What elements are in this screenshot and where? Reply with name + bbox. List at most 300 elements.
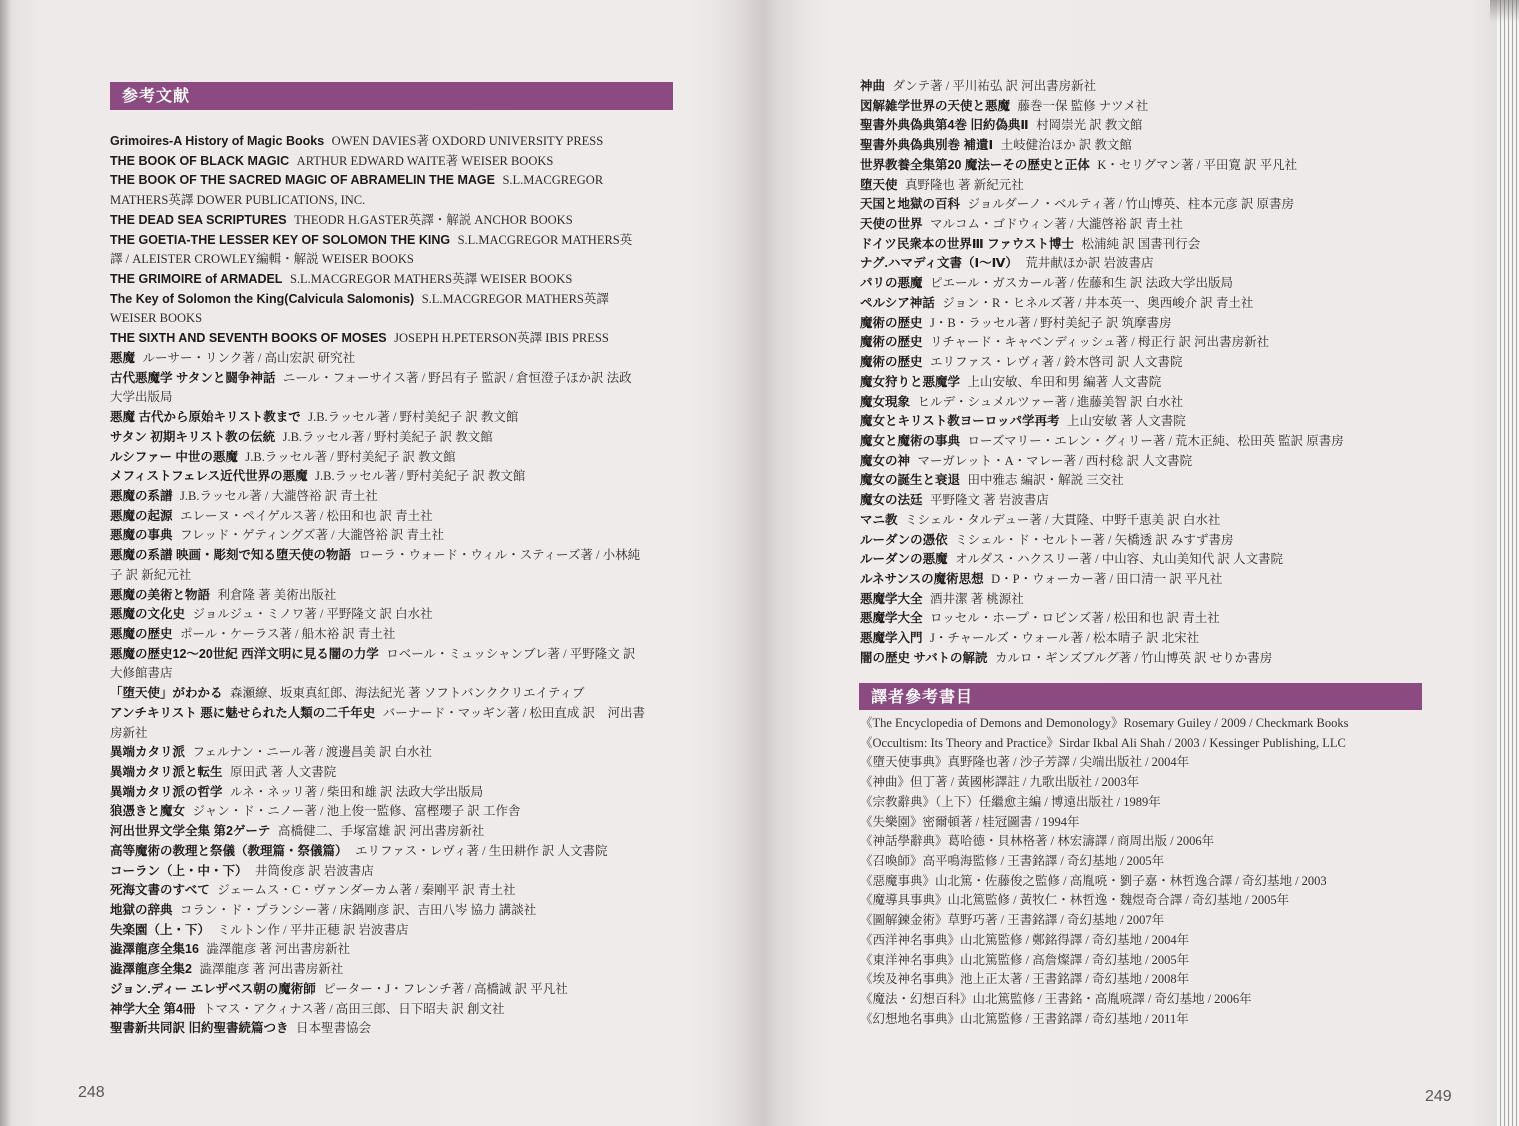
- entry-line: [110, 231, 680, 251]
- book-citation: 《魔導具事典》山北篤監修 / 黃牧仁・林哲逸・魏煜奇合譯 / 奇幻基地 / 2005年: [860, 893, 1290, 908]
- reference-entry: [110, 211, 680, 231]
- reference-entry: [860, 195, 1425, 215]
- book-title: 悪魔 古代から原始キリスト教まで: [110, 410, 301, 425]
- book-citation: 《西洋神名事典》山北篤監修 / 鄭銘得譯 / 奇幻基地 / 2004年: [860, 932, 1190, 947]
- entry-line: [860, 714, 1425, 734]
- book-citation: 《埃及神名事典》池上正太著 / 王書銘譯 / 奇幻基地 / 2008年: [860, 972, 1190, 987]
- book-citation: 《召喚師》高平鳴海監修 / 王書銘譯 / 奇幻基地 / 2005年: [860, 854, 1165, 869]
- book-details: 松浦純 訳 国書刊行会: [1081, 236, 1201, 251]
- book-details: マルコム・ゴドウィン著 / 大瀧啓裕 訳 青土社: [930, 217, 1183, 232]
- entry-line: [110, 290, 680, 310]
- reference-entry: [110, 862, 680, 882]
- entry-line: [860, 911, 1425, 931]
- book-title: 悪魔の系譜 映画・彫刻で知る堕天使の物語: [110, 548, 351, 563]
- reference-entry: [110, 526, 680, 546]
- book-citation: 《惡魔事典》山北篤・佐藤俊之監修 / 高胤喨・劉子嘉・林哲逸合譯 / 奇幻基地 / 2003: [860, 873, 1327, 888]
- entry-line: [110, 546, 680, 566]
- book-details: 原田武 著 人文書院: [230, 765, 337, 779]
- book-citation: 《神曲》但丁著 / 黃國彬譯註 / 九歌出版社 / 2003年: [860, 775, 1140, 790]
- book-details: ポール・ケーラス著 / 船木裕 訳 青土社: [180, 626, 396, 641]
- book-title: 堕天使: [860, 177, 898, 192]
- book-details: 真野隆也 著 新紀元社: [905, 177, 1024, 192]
- entry-line: [110, 448, 680, 468]
- entry-line: [860, 77, 1425, 97]
- reference-entry: [860, 491, 1425, 511]
- book-details: J.B.ラッセル著 / 野村美紀子 訳 教文館: [308, 410, 519, 425]
- book-details: ミルトン作 / 平井正穂 訳 岩波書店: [217, 922, 409, 937]
- entry-line: [110, 507, 680, 527]
- entry-line: [110, 842, 680, 862]
- entry-line: [860, 629, 1425, 649]
- book-details: ダンテ著 / 平川祐弘 訳 河出書房新社: [892, 79, 1097, 93]
- book-details: ローズマリー・エレン・グィリー著 / 荒木正純、松田英 監訳 原書房: [967, 433, 1344, 448]
- entry-line-continued: [110, 191, 680, 211]
- entry-line: [860, 570, 1425, 590]
- entry-line: [110, 605, 680, 625]
- book-title: 悪魔学大全: [860, 611, 923, 626]
- book-details: カルロ・ギンズブルグ著 / 竹山博英 訳 せりか書房: [994, 650, 1273, 665]
- translator-reference-entry: [860, 931, 1425, 951]
- reference-entry: [860, 156, 1425, 176]
- entry-line: [110, 211, 680, 231]
- translator-reference-entry: [860, 793, 1425, 813]
- page-number: 249: [1425, 1088, 1452, 1105]
- reference-entry: [110, 132, 680, 152]
- entry-line: [860, 832, 1425, 852]
- translator-reference-entry: [860, 1010, 1425, 1030]
- book-citation: 《The Encyclopedia of Demons and Demonology》Rosemary Guiley / 2009 / Checkmark Books: [860, 716, 1349, 730]
- reference-entry: [110, 960, 680, 980]
- book-title: 「堕天使」がわかる: [110, 686, 223, 701]
- entry-line: [110, 802, 680, 822]
- entry-line: [860, 176, 1425, 196]
- book-details: エリファス・レヴィ著 / 鈴木啓司 訳 人文書院: [930, 355, 1183, 370]
- book-details: J.B.ラッセル著 / 大瀧啓裕 訳 青土社: [180, 488, 378, 503]
- book-citation: 《宗教辭典》（上下）任繼愈主編 / 博遠出版社 / 1989年: [860, 794, 1161, 809]
- book-details: S.L.MACGREGOR MATHERS英譯: [421, 291, 609, 306]
- book-citation: 《東洋神名事典》山北篤監修 / 高詹燦譯 / 奇幻基地 / 2005年: [860, 952, 1190, 967]
- book-details: 酒井潔 著 桃源社: [930, 591, 1024, 606]
- book-title: 悪魔の歴史: [110, 626, 173, 641]
- translator-reference-entry: [860, 773, 1425, 793]
- reference-entry: [110, 881, 680, 901]
- reference-entry: [110, 349, 680, 369]
- book-details: ロッセル・ホープ・ロビンズ著 / 松田和也 訳 青土社: [930, 611, 1220, 626]
- book-details: 土岐健治ほか 訳 教文館: [1000, 138, 1132, 153]
- translator-reference-entry: [860, 734, 1425, 754]
- entry-line-continued: [110, 724, 680, 744]
- entry-line: [860, 590, 1425, 610]
- entry-line: [110, 704, 680, 724]
- entry-line: [860, 353, 1425, 373]
- book-details: ジェームス・C・ヴァンダーカム著 / 秦剛平 訳 青土社: [217, 883, 516, 898]
- book-title: 魔女と魔術の事典: [860, 433, 961, 448]
- book-details: 高橋健二、手塚富雄 訳 河出書房新社: [277, 824, 485, 839]
- book-citation: 《魔法・幻想百科》山北篤監修 / 王書銘・高胤喨譯 / 奇幻基地 / 2006年: [860, 992, 1252, 1007]
- entry-line: [110, 408, 680, 428]
- book-title: THE GOETIA-THE LESSER KEY OF SOLOMON THE KING: [110, 232, 451, 247]
- reference-entry: [110, 921, 680, 941]
- book-details: ARTHUR EDWARD WAITE著 WEISER BOOKS: [296, 153, 554, 168]
- translator-reference-entry: [860, 911, 1425, 931]
- book-details: オルダス・ハクスリー著 / 中山容、丸山美知代 訳 人文書院: [955, 552, 1283, 567]
- book-details: D・P・ウォーカー著 / 田口清一 訳 平凡社: [991, 571, 1223, 586]
- reference-entry: [110, 546, 680, 585]
- book-title: 悪魔の文化史: [110, 607, 186, 622]
- book-details: 日本聖書協会: [295, 1021, 371, 1036]
- entry-line: [860, 511, 1425, 531]
- reference-entry: [110, 822, 680, 842]
- reference-entry: [110, 802, 680, 822]
- entry-line: [860, 951, 1425, 971]
- reference-entry: [110, 684, 680, 704]
- book-title: ナグ.ハマディ文書（Ⅰ～Ⅳ）: [860, 256, 1018, 271]
- reference-entry: [860, 274, 1425, 294]
- entry-line: [110, 822, 680, 842]
- entry-line: [110, 625, 680, 645]
- entry-line: [110, 270, 680, 290]
- reference-entry: [860, 235, 1425, 255]
- reference-entry: [860, 333, 1425, 353]
- book-details: 上山安敏 著 人文書院: [1067, 414, 1186, 429]
- reference-entry: [110, 152, 680, 172]
- reference-entry: [860, 531, 1425, 551]
- entry-line: [860, 116, 1425, 136]
- entry-line: [860, 891, 1425, 911]
- book-title: 失楽園（上・下）: [110, 922, 211, 937]
- book-title: ペルシア神話: [860, 295, 935, 310]
- book-title: 魔術の歴史: [860, 315, 923, 330]
- book-title: パリの悪魔: [860, 276, 923, 291]
- entry-line: [860, 254, 1425, 274]
- reference-entry: [860, 570, 1425, 590]
- reference-entry: [110, 467, 680, 487]
- entry-line: [860, 773, 1425, 793]
- entry-line: [110, 526, 680, 546]
- book-title: 狼憑きと魔女: [110, 804, 186, 819]
- book-details: OWEN DAVIES著 OXDORD UNIVERSITY PRESS: [331, 134, 604, 148]
- book-details-continued: WEISER BOOKS: [110, 311, 203, 326]
- book-title: 悪魔学入門: [860, 631, 923, 646]
- translator-reference-list: [860, 714, 1425, 1030]
- reference-entry: [860, 590, 1425, 610]
- entry-line: [110, 329, 680, 349]
- reference-entry: [110, 743, 680, 763]
- book-title: THE BOOK OF BLACK MAGIC: [110, 153, 290, 168]
- right-page: [760, 0, 1497, 1126]
- entry-line: [110, 960, 680, 980]
- book-title: 図解雑学世界の天使と悪魔: [860, 98, 1011, 113]
- reference-entry: [110, 605, 680, 625]
- entry-line: [110, 132, 680, 152]
- entry-line: [860, 753, 1425, 773]
- book-title: 魔女の法廷: [860, 493, 923, 508]
- book-title: 異端カタリ派と転生: [110, 765, 223, 779]
- entry-line: [860, 793, 1425, 813]
- book-details: リチャード・キャベンディッシュ著 / 栂正行 訳 河出書房新社: [930, 335, 1270, 350]
- reference-list: [860, 77, 1425, 669]
- entry-line-continued: [110, 566, 680, 586]
- reference-entry: [110, 704, 680, 743]
- book-title: The Key of Solomon the King(Calvicula Salomonis): [110, 291, 415, 306]
- book-title: 古代悪魔学 サタンと闘争神話: [110, 370, 276, 385]
- entry-line: [110, 152, 680, 172]
- reference-entry: [110, 369, 680, 408]
- book-details: ピエール・ガスカール著 / 佐藤和生 訳 法政大学出版局: [930, 276, 1233, 291]
- reference-entry: [860, 511, 1425, 531]
- reference-entry: [860, 373, 1425, 393]
- book-details: ミシェル・タルデュー著 / 大貫隆、中野千恵美 訳 白水社: [905, 512, 1221, 527]
- entry-line: [110, 763, 680, 783]
- translator-reference-entry: [860, 714, 1425, 734]
- reference-entry: [860, 609, 1425, 629]
- entry-line: [860, 156, 1425, 176]
- entry-line-continued: [110, 309, 680, 329]
- book-details: 荒井献ほか訳 岩波書店: [1025, 256, 1154, 271]
- book-title: THE BOOK OF THE SACRED MAGIC OF ABRAMELIN THE MAGE: [110, 173, 495, 188]
- book-details: ルーサー・リンク著 / 高山宏訳 研究社: [142, 350, 356, 365]
- book-title: アンチキリスト 悪に魅せられた人類の二千年史: [110, 705, 376, 720]
- entry-line: [860, 235, 1425, 255]
- book-details: 藤巻一保 監修 ナツメ社: [1017, 98, 1149, 113]
- entry-line: [110, 862, 680, 882]
- book-details: 井筒俊彦 訳 岩波書店: [255, 863, 374, 878]
- book-title: 悪魔の美術と物語: [110, 587, 211, 602]
- book-title: 神学大全 第4冊: [110, 1001, 196, 1016]
- book-title: 地獄の辞典: [110, 903, 173, 918]
- book-details: J.B.ラッセル著 / 野村美紀子 訳 教文館: [245, 449, 456, 464]
- book-details: J・B・ラッセル著 / 野村美紀子 訳 筑摩書房: [930, 315, 1172, 330]
- reference-entry: [860, 550, 1425, 570]
- book-title: 高等魔術の教理と祭儀（教理篇・祭儀篇）: [110, 843, 348, 858]
- book-title: ルーダンの憑依: [860, 532, 948, 547]
- entry-line-continued: [110, 250, 680, 270]
- reference-entry: [860, 432, 1425, 452]
- book-title: 天国と地獄の百科: [860, 197, 961, 212]
- entry-line: [860, 491, 1425, 511]
- reference-entry: [110, 1019, 680, 1039]
- book-title: THE GRIMOIRE of ARMADEL: [110, 272, 283, 287]
- entry-line-continued: [110, 664, 680, 684]
- entry-line: [860, 294, 1425, 314]
- book-title: 魔女現象: [860, 394, 911, 409]
- book-details: エリファス・レヴィ著 / 生田耕作 訳 人文書院: [355, 843, 608, 858]
- entry-line: [860, 412, 1425, 432]
- reference-list: [110, 132, 680, 1039]
- translator-reference-entry: [860, 832, 1425, 852]
- reference-entry: [110, 231, 680, 270]
- book-title: 世界教養全集第20 魔法ーその歴史と正体: [860, 157, 1090, 172]
- entry-line: [860, 550, 1425, 570]
- entry-line: [110, 980, 680, 1000]
- entry-line: [860, 852, 1425, 872]
- entry-line: [860, 274, 1425, 294]
- entry-line: [860, 333, 1425, 353]
- book-details: ピーター・J・フレンチ著 / 高橋誠 訳 平凡社: [323, 981, 568, 996]
- reference-entry: [860, 412, 1425, 432]
- book-title: 悪魔の系譜: [110, 488, 173, 503]
- book-title: 魔女の神: [860, 453, 911, 468]
- entry-line: [860, 136, 1425, 156]
- book-citation: 《失樂園》密爾頓著 / 桂冠圖書 / 1994年: [860, 814, 1080, 829]
- entry-line: [110, 921, 680, 941]
- book-title: 河出世界文学全集 第2ゲーテ: [110, 824, 271, 839]
- book-details: 澁澤龍彦 著 河出書房新社: [199, 962, 344, 977]
- book-title: 魔女とキリスト教ヨーロッパ学再考: [860, 414, 1060, 429]
- book-title: 闇の歴史 サバトの解読: [860, 650, 988, 665]
- entry-line: [860, 531, 1425, 551]
- book-title: 神曲: [860, 79, 886, 93]
- reference-entry: [110, 625, 680, 645]
- book-details-continued: MATHERS英譯 DOWER PUBLICATIONS, INC.: [110, 193, 366, 208]
- book-title: コーラン（上・中・下）: [110, 863, 248, 878]
- book-citation: 《圖解鍊金術》草野巧著 / 王書銘譯 / 奇幻基地 / 2007年: [860, 913, 1165, 928]
- book-details: S.L.MACGREGOR: [502, 173, 604, 188]
- reference-entry: [860, 294, 1425, 314]
- book-title: 魔術の歴史: [860, 355, 923, 370]
- book-details-continued: 譯 / ALEISTER CROWLEY編輯・解説 WEISER BOOKS: [110, 252, 414, 267]
- entry-line: [860, 471, 1425, 491]
- book-title: 死海文書のすべて: [110, 883, 210, 898]
- book-details: ミシェル・ド・セルトー著 / 矢橋透 訳 みすず書房: [955, 532, 1234, 547]
- book-details: ローラ・ウォード・ウィル・スティーズ著 / 小林純: [358, 548, 641, 563]
- entry-line: [860, 314, 1425, 334]
- translator-reference-entry: [860, 753, 1425, 773]
- reference-entry: [860, 353, 1425, 373]
- entry-line: [110, 743, 680, 763]
- reference-entry: [860, 314, 1425, 334]
- reference-entry: [110, 783, 680, 803]
- book-details: 上山安敏、牟田和男 編著 人文書院: [967, 374, 1162, 389]
- entry-line: [860, 432, 1425, 452]
- book-details: ニール・フォーサイス著 / 野呂有子 監訳 / 倉恒澄子ほか訳 法政: [282, 370, 632, 385]
- book-details: THEODR H.GASTER英譯・解説 ANCHOR BOOKS: [294, 212, 573, 227]
- book-details: J.B.ラッセル著 / 野村美紀子 訳 教文館: [315, 469, 526, 484]
- page-edges: [1497, 0, 1519, 1126]
- reference-entry: [860, 176, 1425, 196]
- book-details: K・セリグマン著 / 平田寛 訳 平凡社: [1097, 157, 1298, 172]
- entry-line: [110, 171, 680, 191]
- book-title: 魔術の歴史: [860, 335, 923, 350]
- book-details: ロベール・ミュッシャンブレ著 / 平野隆文 訳: [386, 646, 636, 661]
- entry-line: [110, 428, 680, 448]
- book-details: ルネ・ネッリ著 / 柴田和雄 訳 法政大学出版局: [230, 784, 484, 799]
- book-title: ドイツ民衆本の世界Ⅲ ファウスト博士: [860, 236, 1075, 251]
- reference-entry: [110, 940, 680, 960]
- book-details: ジョルジュ・ミノワ著 / 平野隆文 訳 白水社: [192, 607, 433, 622]
- book-citation: 《Occultism: Its Theory and Practice》Sirdar Ikbal Ali Shah / 2003 / Kessinger Publishing, LLC: [860, 735, 1346, 750]
- reference-entry: [860, 452, 1425, 472]
- reference-entry: [110, 487, 680, 507]
- book-details: フェルナン・ニール著 / 渡邊昌美 訳 白水社: [192, 745, 432, 760]
- book-details: 森瀬繚、坂東真紅郎、海法紀光 著 ソフトバンククリエイティブ: [230, 686, 585, 701]
- book-title: 天使の世界: [860, 217, 923, 232]
- entry-line: [860, 452, 1425, 472]
- entry-line: [110, 487, 680, 507]
- book-details: 村岡崇光 訳 教文館: [1036, 118, 1143, 133]
- entry-line: [860, 215, 1425, 235]
- reference-entry: [860, 97, 1425, 117]
- entry-line: [110, 940, 680, 960]
- reference-entry: [110, 329, 680, 349]
- reference-entry: [110, 842, 680, 862]
- entry-line: [860, 393, 1425, 413]
- book-title: サタン 初期キリスト教の伝統: [110, 429, 276, 444]
- entry-line: [860, 97, 1425, 117]
- entry-line: [860, 970, 1425, 990]
- book-title: 澁澤龍彦全集16: [110, 942, 199, 957]
- reference-entry: [860, 215, 1425, 235]
- reference-entry: [110, 171, 680, 210]
- book-details-continued: 子 訳 新紀元社: [110, 567, 192, 582]
- book-details: J・チャールズ・ウォール著 / 松本晴子 訳 北宋社: [930, 631, 1200, 646]
- reference-entry: [110, 586, 680, 606]
- book-details: S.L.MACGREGOR MATHERS英譯 WEISER BOOKS: [289, 272, 573, 287]
- book-title: 悪魔の事典: [110, 528, 173, 543]
- translator-reference-entry: [860, 852, 1425, 872]
- entry-line: [860, 195, 1425, 215]
- book-details-continued: 大修館書店: [110, 666, 173, 681]
- reference-entry: [110, 270, 680, 290]
- book-details: バーナード・マッギン著 / 松田直成 訳 河出書: [382, 705, 645, 720]
- entry-line: [860, 872, 1425, 892]
- translator-reference-entry: [860, 891, 1425, 911]
- entry-line: [860, 1010, 1425, 1030]
- entry-line: [110, 467, 680, 487]
- book-title: 聖書外典偽典別巻 補遺Ⅰ: [860, 138, 994, 153]
- reference-entry: [860, 471, 1425, 491]
- reference-entry: [860, 254, 1425, 274]
- book-details: 澁澤龍彦 著 河出書房新社: [206, 942, 351, 957]
- reference-entry: [110, 408, 680, 428]
- page-number: 248: [78, 1084, 105, 1101]
- reference-entry: [110, 507, 680, 527]
- book-details: 利倉隆 著 美術出版社: [217, 587, 337, 602]
- book-title: 聖書新共同訳 旧約聖書続篇つき: [110, 1021, 289, 1036]
- reference-entry: [110, 448, 680, 468]
- book-details: JOSEPH H.PETERSON英譯 IBIS PRESS: [394, 331, 609, 346]
- book-details: S.L.MACGREGOR MATHERS英: [457, 232, 633, 247]
- book-title: ジョン.ディー エレザベス朝の魔術師: [110, 981, 316, 996]
- book-title: 異端カタリ派: [110, 745, 186, 760]
- reference-entry: [860, 393, 1425, 413]
- book-title: 悪魔: [110, 350, 136, 365]
- reference-entry: [110, 763, 680, 783]
- book-title: ルネサンスの魔術思想: [860, 571, 984, 586]
- book-title: ルシファー 中世の悪魔: [110, 449, 238, 464]
- reference-entry: [860, 116, 1425, 136]
- book-title: ルーダンの悪魔: [860, 552, 948, 567]
- reference-entry: [860, 629, 1425, 649]
- book-details: 田中雅志 編訳・解説 三交社: [967, 473, 1124, 488]
- entry-line: [110, 369, 680, 389]
- book-details: トマス・アクィナス著 / 高田三郎、日下昭夫 訳 創文社: [202, 1001, 505, 1016]
- book-title: Grimoires-A History of Magic Books: [110, 134, 325, 148]
- book-title: 悪魔学大全: [860, 591, 923, 606]
- book-details: ヒルデ・シュメルツァー著 / 進藤美智 訳 白水社: [917, 394, 1184, 409]
- entry-line: [110, 1019, 680, 1039]
- book-citation: 《神話學辭典》葛哈德・貝林格著 / 林宏濤譯 / 商周出版 / 2006年: [860, 834, 1215, 849]
- book-details: ジャン・ド・ニノー著 / 池上俊一監修、富樫瓔子 訳 工作舎: [192, 804, 521, 819]
- book-details-continued: 大学出版局: [110, 390, 173, 405]
- book-title: 悪魔の起源: [110, 508, 173, 523]
- entry-line: [860, 609, 1425, 629]
- entry-line: [860, 373, 1425, 393]
- reference-entry: [110, 980, 680, 1000]
- book-title: 澁澤龍彦全集2: [110, 962, 192, 977]
- book-title: 魔女の誕生と衰退: [860, 473, 961, 488]
- entry-line: [860, 813, 1425, 833]
